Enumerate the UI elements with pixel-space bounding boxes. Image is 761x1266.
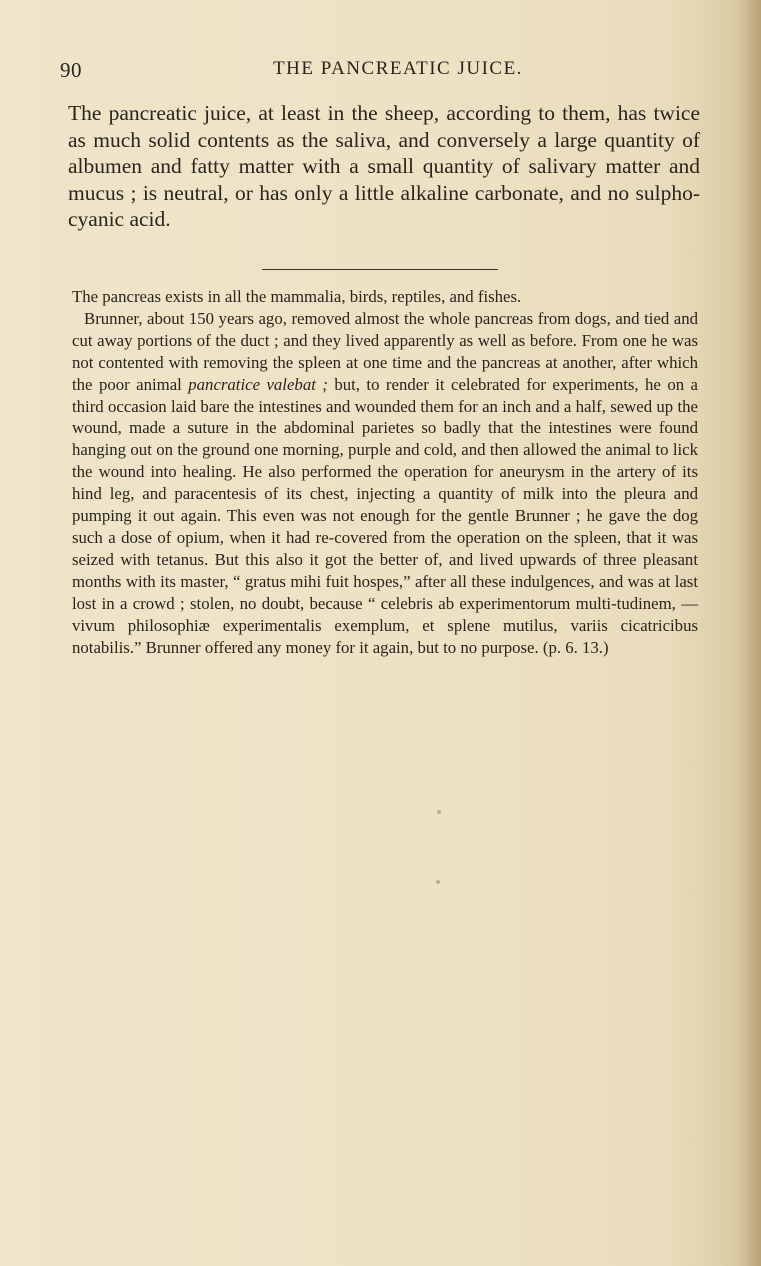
note-text-after-italic: but, to render it celebrated for experiments, he on a third occasion laid bare the intestines and wounded them for an inch and a half, sewed up the wound, made a suture in the abdominal parietes so badly that the intestines were found hanging out on the ground one morning, purple and cold, and then allowed the animal to lick the wound into healing. He also performed the operation for aneurysm in the artery of its hind leg, and paracentesis of its chest, injecting a quantity of milk into the pleura and pumping it out again. This even was not enough for the gentle Brunner ; he gave the dog such a dose of opium, when it had re-covered from the operation on the spleen, that it was seized with tetanus. But this also it got the better of, and lived upwards of three pleasant months with its master, “ gratus mihi fuit hospes,” after all these indulgences, and was at last lost in a crowd ; stolen, no doubt, because “ celebris ab experimentorum multi-tudinem, — vivum philosophiæ experimentalis exemplum, et splene mutilus, variis cicatricibus notabilis.” Brunner offered any money for it again, but to no purpose. (p. 6. 13.) bbox=[72, 374, 699, 657]
note-text-before-italic: Brunner, about 150 years ago, removed almost the whole pancreas from dogs, and tied and cut away portions of the duct ; and they lived apparently as well as before. From one he was not contented with removing the spleen at one time and the pancreas at another, after which the poor animal bbox=[72, 308, 698, 394]
page-edge-shadow bbox=[741, 0, 761, 1266]
main-paragraph: The pancreatic juice, at least in the sheep, according to them, has twice as much solid contents as the saliva, and conversely a large quantity of albumen and fatty matter with a small quantity of salivary matter and mucus ; is neutral, or has only a little alkaline carbonate, and no sulpho-cyanic acid. bbox=[68, 101, 700, 232]
paper-spot bbox=[437, 810, 441, 814]
section-divider bbox=[262, 269, 498, 270]
notes-section bbox=[72, 286, 698, 658]
page-number: 90 bbox=[60, 58, 82, 82]
running-head: THE PANCREATIC JUICE. bbox=[273, 58, 523, 79]
note-paragraph bbox=[72, 308, 698, 659]
paper-spot bbox=[436, 880, 440, 884]
page-header bbox=[60, 58, 696, 88]
note-italic-phrase: pancratice valebat ; bbox=[188, 374, 328, 394]
note-first-line: The pancreas exists in all the mammalia, birds, reptiles, and fishes. bbox=[72, 287, 522, 306]
